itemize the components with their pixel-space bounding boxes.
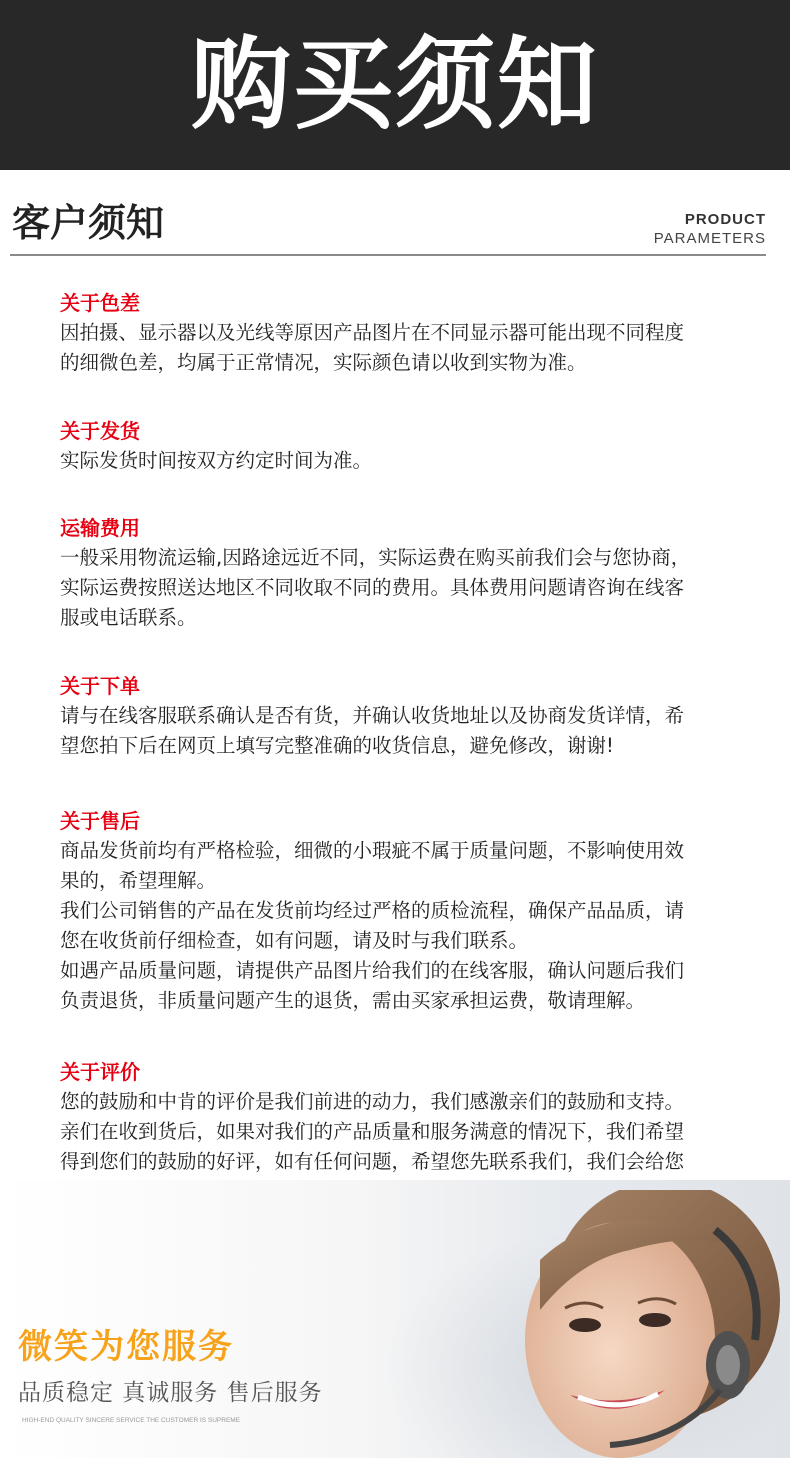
- notice-text-line: 得到您们的鼓励的好评，如有任何问题，希望您先联系我们，我们会给您: [60, 1150, 685, 1173]
- notice-text-line: 服或电话联系。: [60, 606, 197, 629]
- notice-text-line: 一般采用物流运输,因路途远近不同，实际运费在购买前我们会与您协商，: [60, 546, 691, 569]
- product-label-line2: PARAMETERS: [653, 230, 766, 247]
- notice-block: [60, 513, 730, 633]
- notice-heading: 关于发货: [60, 419, 140, 443]
- notice-text-line: 望您拍下后在网页上填写完整准确的收货信息，避免修改，谢谢!: [60, 734, 614, 757]
- notice-text-line: 我们公司销售的产品在发货前均经过严格的质检流程，确保产品品质，请: [60, 899, 685, 922]
- notice-block: [60, 288, 730, 378]
- notice-text-line: 实际运费按照送达地区不同收取不同的费用。具体费用问题请咨询在线客: [60, 576, 685, 599]
- notice-text-line: 如遇产品质量问题，请提供产品图片给我们的在线客服，确认问题后我们: [60, 959, 685, 982]
- product-parameters-label: [654, 210, 766, 248]
- notice-heading: 关于下单: [60, 674, 140, 698]
- customer-service-agent-image: [500, 1190, 790, 1458]
- section-title: 客户须知: [12, 201, 165, 245]
- service-tagline: 品质稳定 真诚服务 售后服务: [18, 1380, 323, 1406]
- notice-text-line: 亲们在收到货后，如果对我们的产品质量和服务满意的情况下，我们希望: [60, 1120, 685, 1143]
- section-divider: [10, 254, 766, 256]
- notice-text-line: 商品发货前均有严格检验，细微的小瑕疵不属于质量问题，不影响使用效: [60, 839, 685, 862]
- notice-text-line: 果的，希望理解。: [60, 869, 217, 892]
- notice-heading: 关于售后: [60, 809, 140, 833]
- notice-heading: 关于评价: [60, 1060, 140, 1084]
- notice-block: [60, 416, 730, 476]
- notice-heading: 关于色差: [60, 291, 140, 315]
- notice-text-line: 的细微色差，均属于正常情况，实际颜色请以收到实物为准。: [60, 351, 587, 374]
- notice-block: [60, 806, 730, 1016]
- banner-title: 购买须知: [191, 26, 599, 143]
- notice-text-line: 您在收货前仔细检查，如有问题，请及时与我们联系。: [60, 929, 529, 952]
- notice-heading: 运输费用: [60, 516, 140, 540]
- product-label-line1: PRODUCT: [684, 211, 766, 228]
- title-banner: [0, 0, 790, 170]
- notice-text-line: 请与在线客服联系确认是否有货，并确认收货地址以及协商发货详情，希: [60, 704, 685, 727]
- notice-block: [60, 671, 730, 761]
- english-tagline: HIGH-END QUALITY SINCERE SERVICE THE CUSTOMER IS SUPREME: [22, 1417, 241, 1424]
- slogan: 微笑为您服务: [18, 1327, 234, 1367]
- notice-text-line: 您的鼓励和中肯的评价是我们前进的动力，我们感激亲们的鼓励和支持。: [60, 1090, 685, 1113]
- notice-text-line: 因拍摄、显示器以及光线等原因产品图片在不同显示器可能出现不同程度: [60, 321, 685, 344]
- notice-text-line: 负责退货，非质量问题产生的退货，需由买家承担运费，敬请理解。: [60, 989, 646, 1012]
- notice-text-line: 实际发货时间按双方约定时间为准。: [60, 449, 373, 472]
